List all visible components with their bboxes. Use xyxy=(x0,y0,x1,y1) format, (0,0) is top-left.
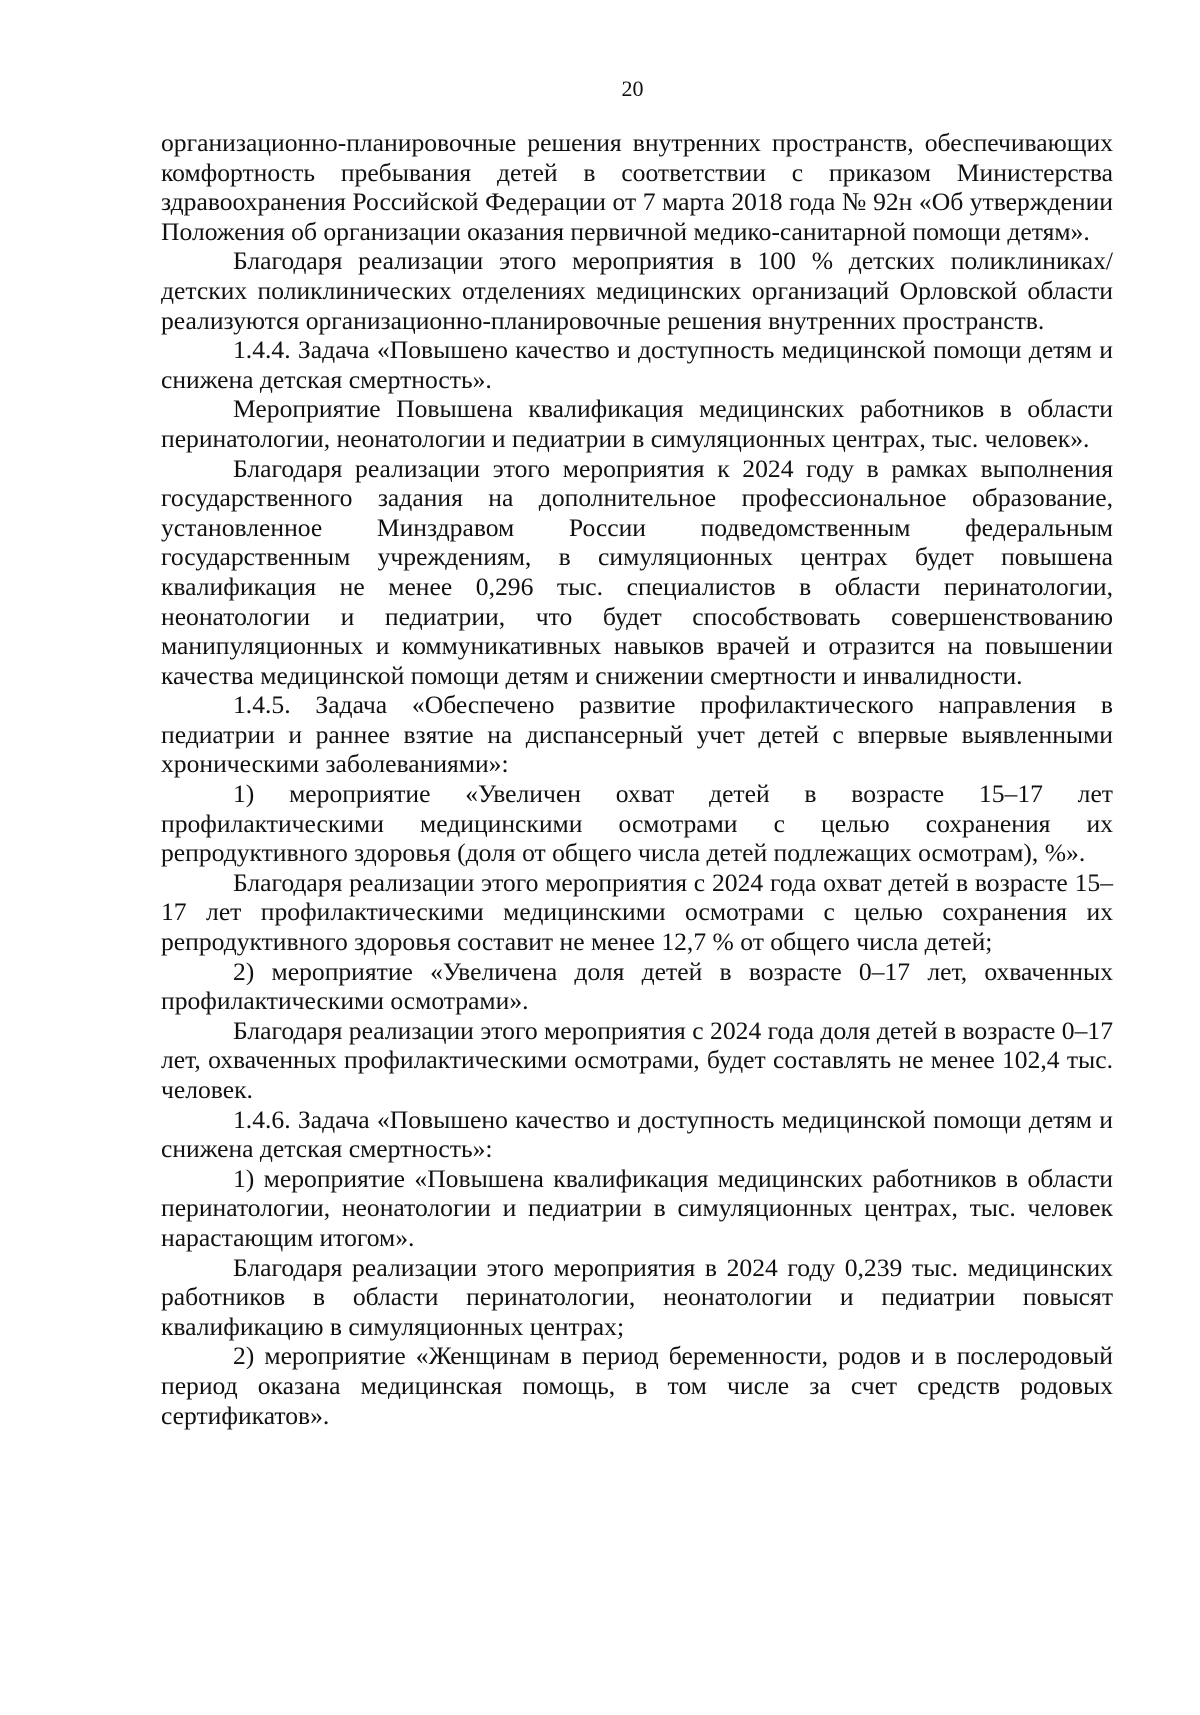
paragraph: организационно-планировочные решения внутренних пространств, обеспечивающих комфортность пребывания детей в соответствии с приказом Министерства здравоохранения Российской Федерации от 7 марта 2018 года № 92н «Об утверждении Положения об организации оказания первичной медико-санитарной помощи детям». xyxy=(161,128,1113,246)
paragraph: 2) мероприятие «Женщинам в период беременности, родов и в послеродовый период оказана медицинская помощь, в том числе за счет средств родовых сертификатов». xyxy=(161,1341,1113,1430)
paragraph: 1.4.6. Задача «Повышено качество и доступность медицинской помощи детям и снижена детская смертность»: xyxy=(161,1104,1113,1164)
paragraph: Благодаря реализации этого мероприятия в 100 % детских поликлиниках/ детских поликлинических отделениях медицинских организаций Орловской области реализуются организационно-планировочные решения внутренних пространств. xyxy=(161,246,1113,335)
paragraph: Благодаря реализации этого мероприятия к 2024 году в рамках выполнения государственного задания на дополнительное профессиональное образование, установленное Минздравом России подведомственным федеральным государственным учреждениям, в симуляционных центрах будет повышена квалификация не менее 0,296 тыс. специалистов в области перинатологии, неонатологии и педиатрии, что будет способствовать совершенствованию манипуляционных и коммуникативных навыков врачей и отразится на повышении качества медицинской помощи детям и снижении смертности и инвалидности. xyxy=(161,453,1113,690)
page-number: 20 xyxy=(621,76,644,101)
paragraph: 1) мероприятие «Повышена квалификация медицинских работников в области перинатологии, неонатологии и педиатрии в симуляционных центрах, тыс. человек нарастающим итогом». xyxy=(161,1163,1113,1252)
paragraph: 1.4.4. Задача «Повышено качество и доступность медицинской помощи детям и снижена детская смертность». xyxy=(161,335,1113,394)
paragraph: Благодаря реализации этого мероприятия в 2024 году 0,239 тыс. медицинских работников в области перинатологии, неонатологии и педиатрии повысят квалификацию в симуляционных центрах; xyxy=(161,1252,1113,1341)
paragraph: Мероприятие Повышена квалификация медицинских работников в области перинатологии, неонатологии и педиатрии в симуляционных центрах, тыс. человек». xyxy=(161,394,1113,453)
paragraph: Благодаря реализации этого мероприятия с 2024 года доля детей в возрасте 0–17 лет, охваченных профилактическими осмотрами, будет составлять не менее 102,4 тыс. человек. xyxy=(161,1015,1113,1104)
document-body xyxy=(161,128,1113,1430)
paragraph: 1.4.5. Задача «Обеспечено развитие профилактического направления в педиатрии и раннее взятие на диспансерный учет детей с впервые выявленными хроническими заболеваниями»: xyxy=(161,690,1113,779)
paragraph: 2) мероприятие «Увеличена доля детей в возрасте 0–17 лет, охваченных профилактическими осмотрами». xyxy=(161,956,1113,1016)
paragraph: 1) мероприятие «Увеличен охват детей в возрасте 15–17 лет профилактическими медицинскими осмотрами с целью сохранения их репродуктивного здоровья (доля от общего числа детей подлежащих осмотрам), %». xyxy=(161,779,1113,868)
paragraph: Благодаря реализации этого мероприятия с 2024 года охват детей в возрасте 15–17 лет профилактическими медицинскими осмотрами с целью сохранения их репродуктивного здоровья составит не менее 12,7 % от общего числа детей; xyxy=(161,867,1113,957)
